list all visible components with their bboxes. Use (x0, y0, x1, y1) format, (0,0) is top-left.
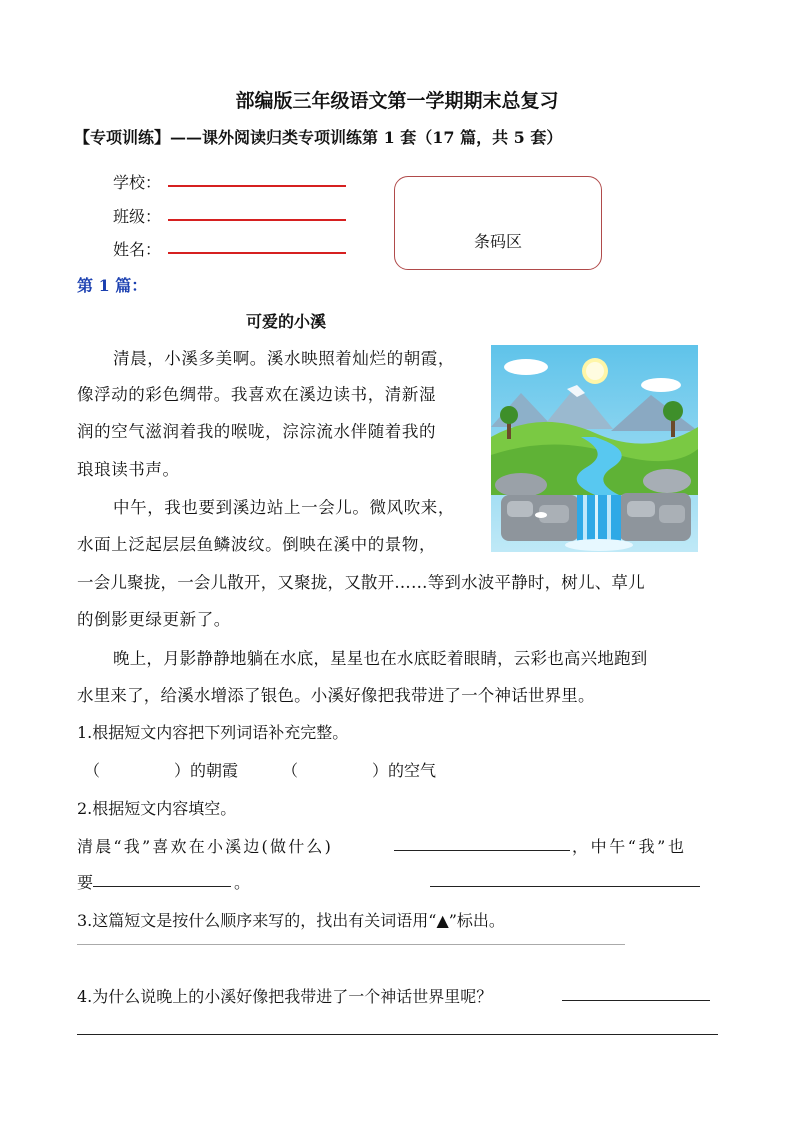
q2-answer-line-2[interactable] (93, 886, 231, 887)
q1-blank-b-close: ）的空气 (372, 761, 437, 780)
story-line-1: 清晨，小溪多美啊。溪水映照着灿烂的朝霞， (113, 349, 455, 368)
waterfall-landscape-picture (491, 345, 698, 552)
q3-answer-line[interactable] (77, 944, 625, 945)
question-2: 2.根据短文内容填空。 (77, 799, 237, 818)
school-field[interactable] (168, 185, 346, 187)
barcode-label: 条码区 (473, 232, 522, 251)
q2-answer-line-1[interactable] (394, 850, 570, 851)
question-1: 1.根据短文内容把下列词语补充完整。 (77, 723, 349, 742)
story-line-2: 像浮动的彩色绸带。我喜欢在溪边读书，清新湿 (77, 385, 437, 404)
story-line-5: 中午，我也要到溪边站上一会儿。微风吹来， (113, 498, 455, 517)
q2-text-part-2: ，中午“我”也 (572, 837, 687, 856)
story-line-3: 润的空气滋润着我的喉咙，淙淙流水伴随着我的 (77, 422, 437, 441)
story-line-10: 水里来了，给溪水增添了银色。小溪好像把我带进了一个神话世界里。 (77, 686, 595, 705)
question-4: 4.为什么说晚上的小溪好像把我带进了一个神话世界里呢？ (77, 987, 493, 1006)
q2-text-part-3: 要 (77, 873, 94, 892)
q2-answer-line-3[interactable] (430, 886, 700, 887)
q2-text-part-4: 。 (234, 873, 251, 892)
q1-blank-a-open: （ (84, 761, 101, 780)
q1-blank-b-open: （ (282, 761, 299, 780)
question-3: 3.这篇短文是按什么顺序来写的，找出有关词语用“▲”标出。 (77, 911, 505, 930)
story-line-9: 晚上，月影静静地躺在水底，星星也在水底眨着眼睛，云彩也高兴地跑到 (113, 649, 648, 668)
class-label: 班级： (113, 207, 162, 226)
barcode-area (394, 176, 602, 270)
page-subtitle: 【专项训练】——课外阅读归类专项训练第 1 套（17 篇，共 5 套） (74, 128, 563, 147)
story-line-7: 一会儿聚拢，一会儿散开，又聚拢，又散开……等到水波平静时，树儿、草儿 (77, 573, 645, 592)
q2-text-part-1: 清晨“我”喜欢在小溪边(做什么) (77, 837, 334, 856)
story-title: 可爱的小溪 (246, 312, 327, 331)
story-line-4: 琅琅读书声。 (77, 460, 180, 479)
class-field[interactable] (168, 219, 346, 221)
q4-answer-line-1[interactable] (562, 1000, 710, 1001)
section-label: 第 1 篇： (77, 276, 148, 295)
name-label: 姓名： (113, 240, 162, 259)
q1-blank-a-close: ）的朝霞 (174, 761, 239, 780)
page-title: 部编版三年级语文第一学期期末总复习 (235, 90, 559, 112)
school-label: 学校： (113, 173, 162, 192)
story-line-8: 的倒影更绿更新了。 (77, 610, 231, 629)
name-field[interactable] (168, 252, 346, 254)
q4-answer-line-2[interactable] (77, 1034, 718, 1035)
story-line-6: 水面上泛起层层鱼鳞波纹。倒映在溪中的景物， (77, 535, 437, 554)
